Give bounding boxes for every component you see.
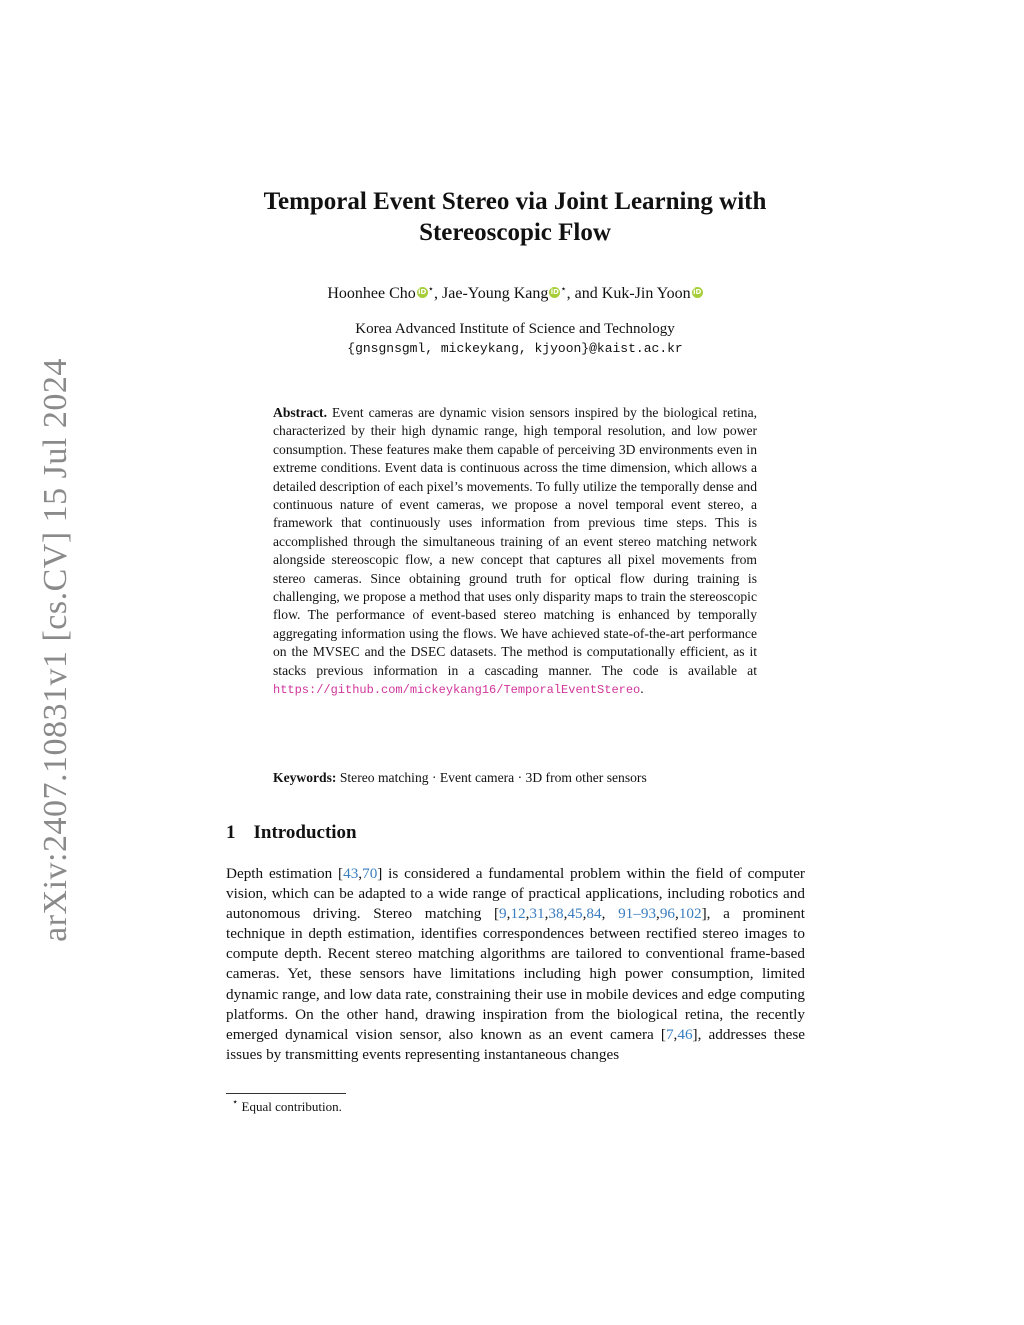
intro-text: , [601, 905, 619, 923]
title-line-1: Temporal Event Stereo via Joint Learning with [263, 188, 767, 215]
citation-link[interactable]: 102 [678, 905, 702, 923]
intro-text: , [525, 905, 530, 923]
citation-link[interactable]: 7 [665, 1025, 674, 1043]
abstract [273, 404, 757, 700]
citation-link[interactable]: 45 [567, 905, 583, 923]
citation-link[interactable]: 31 [529, 905, 545, 923]
author-separator: , and [566, 285, 602, 302]
citation-link[interactable]: 43 [343, 865, 359, 882]
intro-text: , [544, 905, 549, 923]
intro-text: , [656, 905, 660, 923]
citation-link[interactable]: 9 [499, 905, 507, 923]
orcid-icon[interactable]: iD [693, 288, 702, 296]
intro-text: ] is considered a fundamental problem within the field of computer vision, which can be adapted to a wide range of practical applications, including robotics and autonomous driving. Stereo matching [ [226, 865, 805, 923]
intro-text: ], addresses these issues by transmitting events representing instantaneous changes [226, 1025, 805, 1063]
citation-link[interactable]: 38 [548, 905, 564, 923]
keywords [273, 770, 757, 786]
author-name: Jae-Young Kang [442, 285, 549, 302]
footnote-mark: ⋆ [232, 1097, 239, 1108]
orcid-icon[interactable]: iD [550, 288, 559, 296]
section-title: Introduction [253, 822, 357, 843]
citation-link[interactable]: 91–93 [618, 905, 657, 923]
section-heading [226, 822, 357, 844]
intro-text: ], a prominent technique in depth estimation, identifies correspondences between rectified stereo images to compute depth. Recent stereo matching algorithms are tailored to conventional frame-based cameras. Yet, these sensors have limitations including high power consumption, limited dynamic range, and low data rate, constraining their use in mobile devices and edge computing platforms. On the other hand, drawing inspiration from the biological retina, the recently emerged dynamical vision sensor, also known as an event camera [ [226, 905, 805, 1043]
intro-text: , [506, 905, 511, 923]
intro-text: , [673, 1025, 678, 1043]
title-line-2: Stereoscopic Flow [419, 219, 611, 246]
abstract-period: . [640, 681, 644, 697]
introduction-paragraph [226, 864, 805, 1065]
citation-link[interactable]: 70 [362, 865, 378, 882]
author-separator: , [434, 285, 443, 302]
abstract-text: Event cameras are dynamic vision sensors inspired by the biological retina, characterized by their high dynamic range, high temporal resolution, and low power consumption. These features make them capable of perceiving 3D environments even in extreme conditions. Event data is continuous across the time dimension, which allows a detailed description of each pixel’s movements. To fully utilize the temporally dense and continuous nature of event cameras, we propose a novel temporal event stereo, a framework that continuously uses information from previous time steps. This is accomplished through the simultaneous training of an event stereo matching network alongside stereoscopic flow, a new concept that captures all pixel movements from stereo cameras. Since obtaining ground truth for optical flow during training is challenging, we propose a method that uses only disparity maps to train the stereoscopic flow. The performance of event-based stereo matching is enhanced by temporally aggregating information using the flows. We have achieved state-of-the-art performance on the MVSEC and the DSEC datasets. The method is computationally efficient, as it stacks previous information in a cascading manner. The code is available at [273, 405, 757, 678]
footnote-rule [226, 1093, 346, 1094]
affiliation-block [200, 320, 830, 358]
intro-text: Depth estimation [ [226, 865, 344, 882]
paper-title [200, 186, 830, 248]
author-star: ⋆ [560, 284, 567, 295]
author-name: Kuk-Jin Yoon [601, 285, 691, 302]
email-addresses[interactable]: {gnsgnsgml, mickeykang, kjyoon}@kaist.ac.kr [347, 341, 683, 356]
citation-link[interactable]: 84 [586, 905, 602, 923]
code-link[interactable]: https://github.com/mickeykang16/TemporalEventStereo [273, 683, 641, 698]
author-star: ⋆ [427, 284, 435, 295]
keywords-text: Stereo matching · Event camera · 3D from other sensors [339, 770, 647, 785]
footnote-text: Equal contribution. [241, 1099, 342, 1114]
abstract-label: Abstract. [273, 405, 327, 420]
orcid-icon[interactable]: iD [418, 288, 427, 296]
keywords-label: Keywords: [273, 770, 337, 785]
author-name: Hoonhee Cho [327, 285, 416, 302]
section-number: 1 [226, 822, 236, 843]
citation-link[interactable]: 12 [510, 905, 526, 923]
footnote [232, 1097, 342, 1115]
intro-text: , [582, 905, 587, 923]
arxiv-identifier: arXiv:2407.10831v1 [cs.CV] 15 Jul 2024 [37, 358, 74, 942]
citation-link[interactable]: 96 [659, 905, 676, 923]
intro-text: , [563, 905, 568, 923]
intro-text: , [675, 905, 679, 923]
citation-link[interactable]: 46 [677, 1025, 693, 1043]
affiliation: Korea Advanced Institute of Science and Technology [355, 321, 675, 337]
intro-text: , [358, 865, 363, 882]
author-list [200, 284, 830, 303]
